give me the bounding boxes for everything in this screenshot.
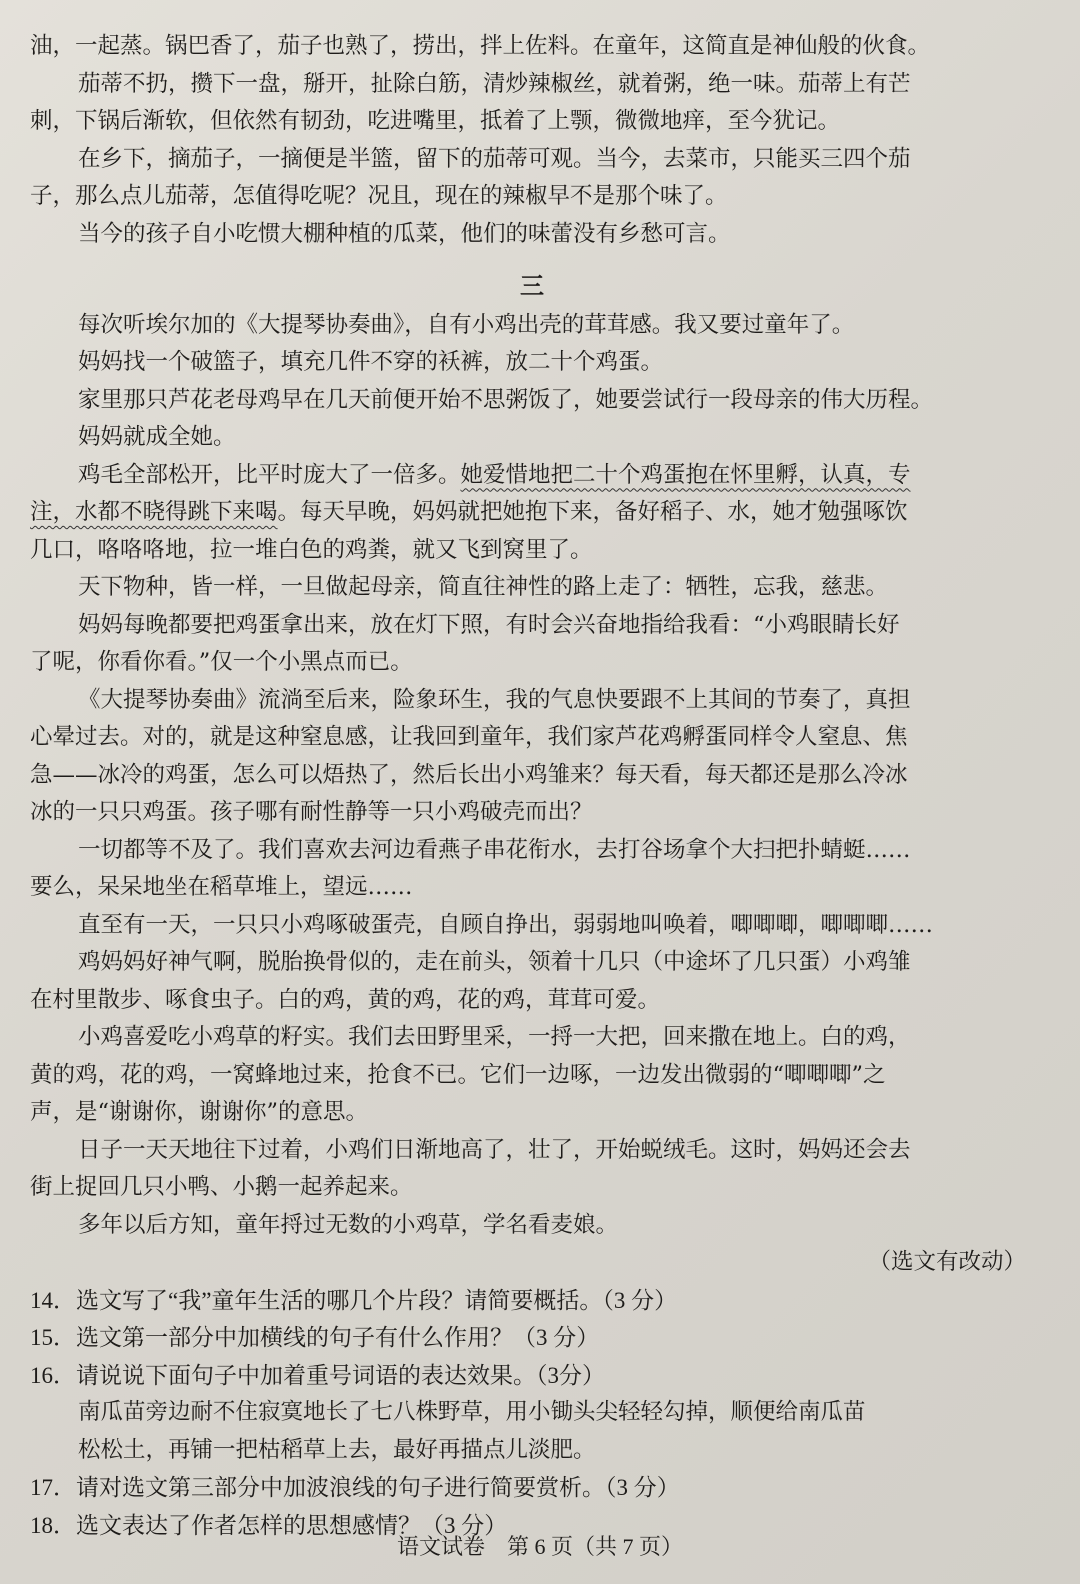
paragraph-line: 日子一天天地往下过着，小鸡们日渐地高了，壮了，开始蜕绒毛。这时，妈妈还会去	[78, 1136, 911, 1163]
paragraph-line	[30, 457, 1034, 495]
paragraph-line: 《大提琴协奏曲》流淌至后来，险象环生，我的气息快要跟不上其间的节奏了，真担	[78, 686, 911, 713]
question-15: 15．选文第一部分中加横线的句子有什么作用？（3 分）	[30, 1325, 600, 1350]
paragraph-line: 一切都等不及了。我们喜欢去河边看燕子串花衔水，去打谷场拿个大扫把扑蜻蜓……	[78, 836, 911, 863]
paragraph-line: 家里那只芦花老母鸡早在几天前便开始不思粥饭了，她要尝试行一段母亲的伟大历程。	[78, 386, 934, 413]
paragraph-line: 子，那么点儿茄蒂，怎值得吃呢？况且，现在的辣椒早不是那个味了。	[30, 183, 728, 209]
paragraph-line: 冰的一只只鸡蛋。孩子哪有耐性静等一只小鸡破壳而出？	[30, 799, 593, 825]
paragraph-line: 黄的鸡，花的鸡，一窝蜂地过来，抢食不已。它们一边啄，一边发出微弱的“唧唧唧”之	[30, 1061, 886, 1088]
paragraph-line: 在村里散步、啄食虫子。白的鸡，黄的鸡，花的鸡，茸茸可爱。	[30, 986, 661, 1013]
plain-text: 。每天早晚，妈妈就把她抱下来，备好稻子、水，她才勉强啄饮	[277, 499, 908, 525]
paragraph-line: 声，是“谢谢你，谢谢你”的意思。	[30, 1099, 369, 1125]
paragraph-line: 妈妈每晚都要把鸡蛋拿出来，放在灯下照，有时会兴奋地指给我看：“小鸡眼睛长好	[78, 611, 900, 638]
paragraph-line	[30, 494, 1034, 532]
question-17: 17．请对选文第三部分中加波浪线的句子进行简要赏析。（3 分）	[30, 1475, 680, 1500]
paragraph-line: 小鸡喜爱吃小鸡草的籽实。我们去田野里采，一捋一大把，回来撒在地上。白的鸡，	[78, 1024, 911, 1050]
paragraph-line: 妈妈就成全她。	[78, 424, 236, 450]
paragraph-line: 几口，咯咯咯地，拉一堆白色的鸡粪，就又飞到窝里了。	[30, 536, 593, 563]
wavy-underlined-sentence: 她爱惜地把二十个鸡蛋抱在怀里孵，认真，专	[460, 461, 911, 488]
paragraph-line: 茄蒂不扔，攒下一盘，掰开，扯除白筋，清炒辣椒丝，就着粥，绝一味。茄蒂上有芒	[78, 70, 911, 97]
paragraph-line: 在乡下，摘茄子，一摘便是半篮，留下的茄蒂可观。当今，去菜市，只能买三四个茄	[78, 145, 911, 172]
section-heading: 三	[520, 271, 544, 300]
paragraph-line: 心晕过去。对的，就是这种窒息感，让我回到童年，我们家芦花鸡孵蛋同样令人窒息、焦	[30, 724, 908, 750]
paragraph-line: 急——冰冷的鸡蛋，怎么可以焐热了，然后长出小鸡雏来？每天看，每天都还是那么冷冰	[30, 761, 908, 788]
question-list	[30, 1282, 1034, 1545]
wavy-underlined-sentence: 注，水都不晓得跳下来喝	[30, 499, 278, 525]
paragraph-line: 天下物种，皆一样，一旦做起母亲，简直往神性的路上走了：牺牲，忘我，慈悲。	[78, 574, 889, 600]
source-note: （选文有改动）	[868, 1249, 1026, 1275]
question-14: 14．选文写了“我”童年生活的哪几个片段？请简要概括。（3 分）	[30, 1287, 678, 1313]
quoted-sentence: 南瓜苗旁边耐不住寂寞地长了七八株野草，用小锄头尖轻轻勾掉，顺便给南瓜苗	[78, 1399, 866, 1425]
paragraph-line: 当今的孩子自小吃惯大棚种植的瓜菜，他们的味蕾没有乡愁可言。	[78, 220, 731, 247]
plain-text: 鸡毛全部松开，比平时庞大了一倍多。	[78, 461, 461, 488]
paragraph-line: 刺，下锅后渐软，但依然有韧劲，吃进嘴里，抵着了上颚，微微地痒，至今犹记。	[30, 108, 841, 134]
question-18: 18．选文表达了作者怎样的思想感情？（3 分）	[30, 1512, 508, 1538]
passage-part-three	[30, 307, 1034, 1245]
paragraph-line: 直至有一天，一只只小鸡啄破蛋壳，自顾自挣出，弱弱地叫唤着，唧唧唧，唧唧唧……	[78, 911, 934, 938]
quoted-sentence-continued: 松松土，再铺一把枯稻草上去，最好再描点儿淡肥。	[78, 1436, 596, 1463]
page-footer: 语文试卷 第 6 页（共 7 页）	[396, 1534, 683, 1559]
question-16: 16．请说说下面句子中加着重号词语的表达效果。（3分）	[30, 1362, 605, 1388]
paragraph-line: 了呢，你看你看。”仅一个小黑点而已。	[30, 649, 413, 675]
paragraph-line: 多年以后方知，童年捋过无数的小鸡草，学名看麦娘。	[78, 1211, 619, 1238]
passage-part-two-ending	[30, 28, 1034, 253]
paragraph-line: 油，一起蒸。锅巴香了，茄子也熟了，捞出，拌上佐料。在童年，这简直是神仙般的伙食。	[30, 33, 931, 59]
paragraph-line: 鸡妈妈好神气啊，脱胎换骨似的，走在前头，领着十几只（中途坏了几只蛋）小鸡雏	[78, 949, 911, 975]
paragraph-line: 每次听埃尔加的《大提琴协奏曲》，自有小鸡出壳的茸茸感。我又要过童年了。	[78, 311, 855, 338]
paragraph-line: 街上捉回几只小鸭、小鹅一起养起来。	[30, 1174, 413, 1200]
paragraph-line: 要么，呆呆地坐在稻草堆上，望远……	[30, 874, 413, 900]
paragraph-line: 妈妈找一个破篮子，填充几件不穿的袄裤，放二十个鸡蛋。	[78, 349, 664, 375]
